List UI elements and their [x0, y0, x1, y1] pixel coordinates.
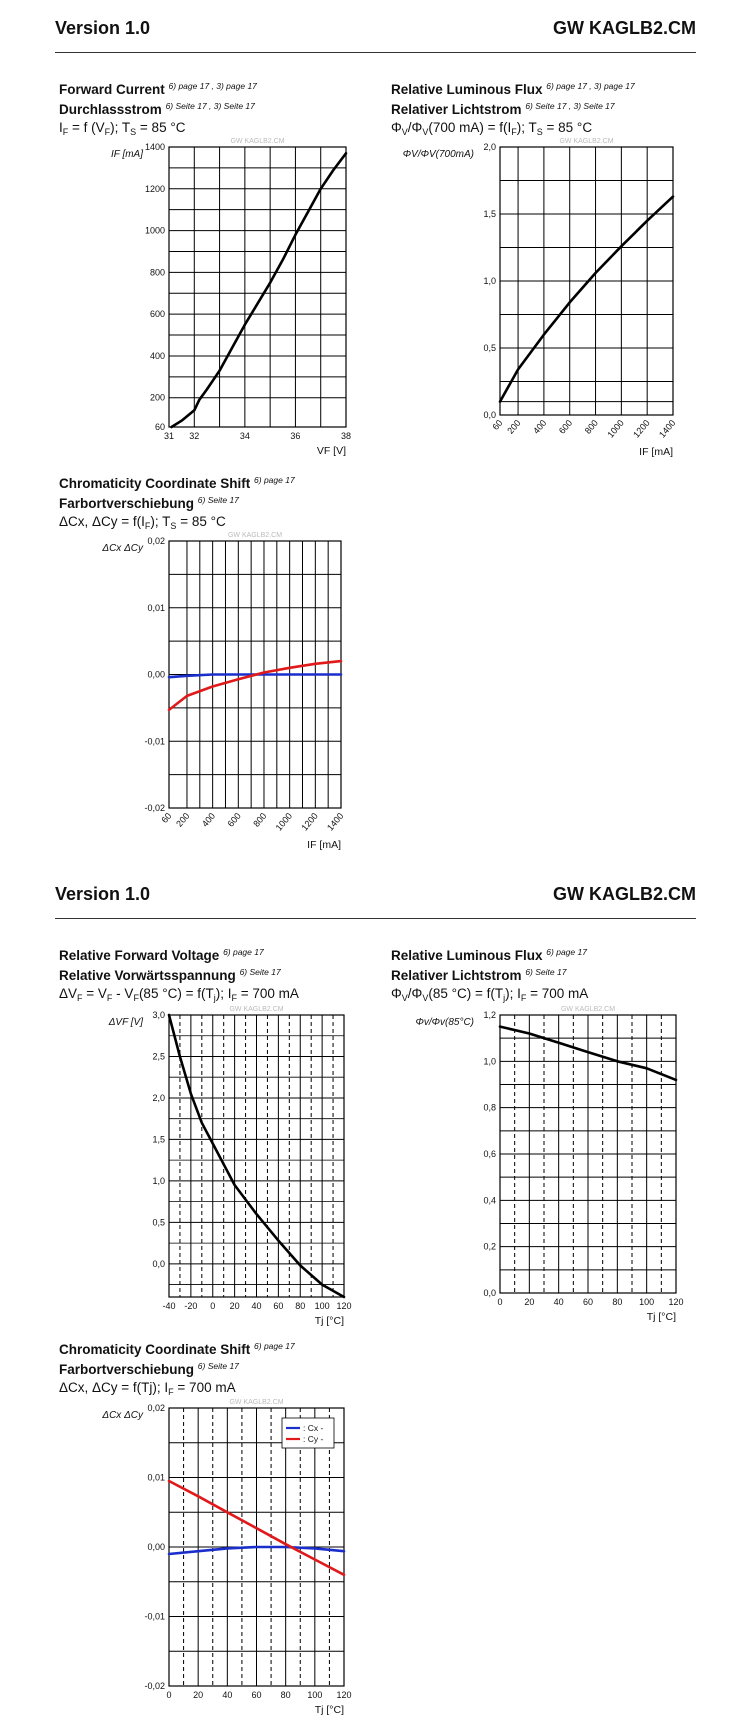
x-tick-label: -20: [184, 1301, 198, 1311]
footnote-ref: 6) page 17: [546, 947, 587, 957]
x-tick-label: 80: [280, 1690, 291, 1700]
x-tick-label: 800: [582, 417, 601, 436]
y-tick-label: 2,5: [152, 1051, 165, 1062]
y-tick-label: 800: [149, 267, 165, 278]
footnote-ref: 6) page 17: [254, 475, 295, 485]
document-code: GW KAGLB2.CM: [553, 884, 696, 904]
watermark-text: GW KAGLB2.CM: [227, 532, 283, 539]
y-tick-label: 1,5: [152, 1134, 165, 1145]
y-tick-label: 1400: [144, 142, 165, 152]
x-tick-label: 1200: [631, 417, 652, 440]
formula: $\Delta V_F = V_F - V_F(85$ $^\circ C) = f(T_j)$; $I_F = 700$ mA: [59, 986, 299, 1003]
y-tick-label: 0,8: [483, 1102, 496, 1113]
x-tick-label: 36: [290, 431, 301, 441]
y-tick-label: -0,02: [144, 803, 165, 813]
y-tick-label: 0,00: [147, 1542, 165, 1552]
footnote-ref: 6) Seite 17: [197, 495, 239, 505]
x-tick-label: 0: [497, 1297, 503, 1307]
y-axis-label: ΔCx ΔCy: [102, 543, 143, 554]
y-axis-label: Φv/Φv(85°C): [415, 1017, 474, 1028]
y-tick-label: 0,5: [152, 1217, 165, 1228]
x-tick-label: 120: [336, 1301, 352, 1311]
x-tick-label: 34: [239, 431, 250, 441]
version-label: Version 1.0: [55, 18, 151, 38]
x-tick-label: 100: [307, 1690, 323, 1700]
title-en: Forward Current: [59, 82, 165, 97]
x-tick-label: 20: [229, 1301, 240, 1311]
x-tick-label: 1000: [605, 417, 626, 440]
x-tick-label: 200: [174, 810, 192, 829]
x-tick-label: 1400: [656, 417, 678, 440]
x-tick-label: 60: [251, 1690, 262, 1700]
x-axis-label: Tj [°C]: [314, 1704, 344, 1716]
watermark-text: GW KAGLB2.CM: [229, 1006, 284, 1013]
footnote-ref: 6) page 17 , 3) page 17: [168, 81, 257, 91]
document-code: GW KAGLB2.CM: [553, 18, 696, 38]
y-tick-label: 60: [154, 422, 165, 432]
x-tick-label: 1400: [324, 810, 346, 833]
title-de: Durchlassstrom: [59, 102, 162, 117]
y-tick-label: 0,02: [147, 536, 165, 546]
formula: $\Phi_V/\Phi_V(85$ $^\circ C) = f(T_j)$; $I_F = 700$ mA: [391, 986, 589, 1003]
x-tick-label: -40: [162, 1301, 176, 1311]
y-tick-label: 1200: [144, 183, 165, 194]
y-tick-label: -0,01: [144, 1611, 165, 1622]
y-tick-label: 1,0: [483, 1056, 496, 1067]
title-en: Chromaticity Coordinate Shift: [59, 476, 251, 491]
x-tick-label: 20: [193, 1690, 204, 1700]
formula: ΔCx, $\Delta Cy = f(I_F)$; $T_S = 85$ °C: [59, 514, 226, 531]
y-axis-label: IF [mA]: [110, 149, 143, 160]
y-tick-label: 200: [149, 392, 165, 403]
x-tick-label: 80: [612, 1297, 623, 1307]
x-tick-label: 0: [166, 1690, 172, 1700]
footnote-ref: 6) Seite 17 , 3) Seite 17: [165, 101, 255, 111]
y-axis-label: ΦV/ΦV(700mA): [402, 149, 474, 160]
x-tick-label: 1000: [273, 810, 295, 833]
y-axis-label: ΔVF [V]: [108, 1017, 143, 1028]
x-tick-label: 32: [189, 431, 200, 441]
y-tick-label: 1,0: [483, 276, 496, 286]
y-tick-label: 2,0: [152, 1092, 165, 1103]
y-tick-label: 0,02: [147, 1403, 165, 1413]
formula: $I_F = f$ $(V_F)$; $T_S = 85$ °C: [59, 120, 186, 137]
y-tick-label: 0,01: [147, 1472, 165, 1483]
y-tick-label: 1000: [144, 225, 165, 236]
y-tick-label: 0,2: [483, 1241, 496, 1252]
watermark-text: GW KAGLB2.CM: [560, 1006, 616, 1013]
x-axis-label: Tj [°C]: [646, 1311, 676, 1323]
x-tick-label: 60: [490, 417, 505, 432]
x-tick-label: 60: [159, 810, 174, 825]
x-tick-label: 60: [273, 1301, 284, 1311]
y-tick-label: 0,0: [152, 1258, 165, 1269]
y-tick-label: 0,00: [147, 669, 165, 680]
legend-label: : Cx -: [303, 1423, 324, 1433]
version-label: Version 1.0: [55, 884, 151, 904]
x-tick-label: 400: [531, 417, 549, 436]
x-tick-label: 120: [668, 1297, 684, 1307]
x-tick-label: 60: [582, 1297, 594, 1307]
x-tick-label: 40: [222, 1690, 233, 1700]
y-tick-label: 600: [149, 309, 165, 320]
y-axis-label: ΔCx ΔCy: [102, 1410, 143, 1421]
y-tick-label: -0,02: [144, 1681, 165, 1691]
y-tick-label: 3,0: [152, 1010, 165, 1020]
x-tick-label: 100: [639, 1297, 655, 1307]
x-tick-label: 20: [524, 1297, 535, 1307]
y-tick-label: 1,5: [483, 209, 496, 219]
y-tick-label: 0,0: [483, 410, 496, 420]
y-tick-label: 0,5: [483, 343, 496, 353]
footnote-ref: 6) page 17: [254, 1341, 295, 1351]
legend: [282, 1418, 334, 1448]
title-en: Relative Forward Voltage: [59, 948, 220, 963]
watermark-text: GW KAGLB2.CM: [559, 138, 614, 145]
footnote-ref: 6) Seite 17: [525, 967, 567, 977]
formula: $\Phi_V/\Phi_V(700$ $mA) = f(I_F)$; $T_S = 85$ °C: [391, 120, 593, 137]
x-tick-label: 600: [556, 417, 575, 436]
y-tick-label: 0,6: [483, 1149, 496, 1159]
x-tick-label: 80: [295, 1301, 306, 1311]
x-axis-label: Tj [°C]: [314, 1315, 344, 1327]
x-tick-label: 400: [199, 810, 218, 829]
title-de: Relativer Lichtstrom: [391, 102, 522, 117]
footnote-ref: 6) Seite 17: [197, 1361, 239, 1371]
title-de: Farbortverschiebung: [59, 1362, 195, 1377]
y-tick-label: 1,0: [152, 1175, 165, 1186]
x-tick-label: 200: [505, 417, 523, 436]
footnote-ref: 6) page 17: [223, 947, 264, 957]
x-tick-label: 1200: [299, 810, 320, 833]
y-tick-label: 1,2: [483, 1010, 496, 1020]
y-tick-label: 0,0: [483, 1288, 496, 1298]
x-tick-label: 800: [251, 810, 269, 829]
footnote-ref: 6) Seite 17 , 3) Seite 17: [525, 101, 615, 111]
footnote-ref: 6) Seite 17: [239, 967, 281, 977]
x-tick-label: 40: [553, 1297, 564, 1307]
x-tick-label: 600: [225, 810, 243, 829]
footnote-ref: 6) page 17 , 3) page 17: [546, 81, 635, 91]
title-de: Relativer Lichtstrom: [391, 968, 522, 983]
x-tick-label: 38: [340, 431, 352, 441]
formula: ΔCx, ΔCy = f(Tj); $I_F = 700$ mA: [59, 1380, 236, 1397]
x-tick-label: 40: [251, 1301, 262, 1311]
legend-label: : Cy -: [303, 1434, 324, 1444]
x-axis-label: IF [mA]: [307, 839, 341, 851]
title-de: Farbortverschiebung: [59, 496, 195, 511]
y-tick-label: -0,01: [144, 736, 165, 747]
title-en: Chromaticity Coordinate Shift: [59, 1342, 251, 1357]
x-tick-label: 31: [163, 431, 175, 441]
title-en: Relative Luminous Flux: [391, 82, 543, 97]
x-axis-label: IF [mA]: [639, 446, 673, 458]
y-tick-label: 400: [149, 350, 165, 361]
y-tick-label: 2,0: [483, 142, 496, 152]
watermark-text: GW KAGLB2.CM: [230, 138, 285, 145]
title-en: Relative Luminous Flux: [391, 948, 543, 963]
x-axis-label: VF [V]: [316, 445, 346, 457]
title-de: Relative Vorwärtsspannung: [59, 968, 236, 983]
y-tick-label: 0,4: [483, 1195, 496, 1206]
y-tick-label: 0,01: [147, 602, 165, 613]
watermark-text: GW KAGLB2.CM: [229, 1399, 284, 1406]
x-tick-label: 100: [314, 1301, 330, 1311]
x-tick-label: 120: [336, 1690, 352, 1700]
x-tick-label: 0: [210, 1301, 216, 1311]
